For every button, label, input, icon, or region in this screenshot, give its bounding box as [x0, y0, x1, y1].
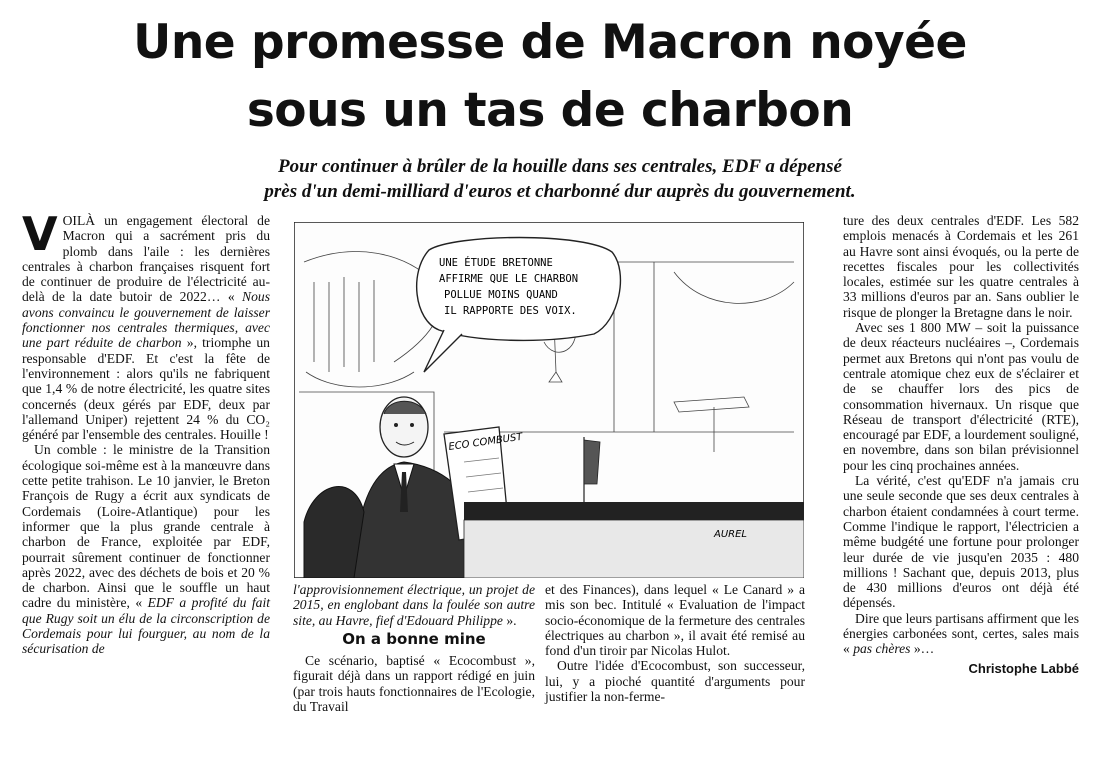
paragraph-text: ».: [502, 612, 517, 628]
article-paragraph: [843, 611, 1079, 657]
article-column-4: [843, 213, 1079, 676]
bubble-line-2: AFFIRME QUE LE CHARBON: [439, 273, 579, 285]
editorial-cartoon: [294, 222, 804, 578]
paragraph-text: Dire que leurs partisans affirment que les énergies carbonées sont, certes, sales mais «: [843, 610, 1079, 657]
headline-line-1: Une promesse de Macron noyée: [133, 15, 967, 70]
bubble-line-4: IL RAPPORTE DES VOIX.: [444, 305, 577, 317]
paper-label: ECO COMBUST: [447, 431, 524, 453]
article-paragraph: et des Finances), dans lequel « Le Canard » a mis son bec. Intitulé « Evaluation de l'impact socio-économique de la fermeture des centrales électriques au charbon », il avait été remisé au fond d'un tiroir par Nicolas Hulot.: [545, 582, 805, 659]
drop-cap: V: [22, 207, 58, 261]
quote-text: EDF a profité du fait que Rugy soit un élu de la circonscription de Cordemais pour lui fourguer, au nom de la sécurisation de: [22, 595, 270, 657]
paragraph-text: Un comble : le ministre de la Transition écologique soi-même est à la manœuvre dans cette petite trahison. Le 10 janvier, le Breton François de Rugy a écrit aux syndicats de Cordemais (Loire-Atlantique) pour les informer que la plus grande centrale à charbon de France, exploitée par EDF, pourrait sûrement continuer de fonctionner après 2022, avec des déchets de bois et 20 % de charbon. Ainsi que le souffle un haut cadre du ministère, «: [22, 442, 270, 611]
flag: [584, 440, 600, 484]
cartoonist-signature: AUREL: [714, 529, 747, 540]
article-column-3: [545, 582, 805, 704]
desk: [464, 502, 804, 520]
headline-line-2: sous un tas de charbon: [246, 83, 854, 138]
bubble-line-3: POLLUE MOINS QUAND: [444, 289, 558, 301]
deck-line-1: Pour continuer à brûler de la houille dans ses centrales, EDF a dépensé: [278, 156, 842, 177]
article-paragraph: La vérité, c'est qu'EDF n'a jamais cru une seule seconde que ses deux centrales à charbon étaient condamnées à court terme. Comme l'indique le rapport, l'électricien a même budgété une fortune pour prolonger leur durée de vie jusqu'en 2035 : 480 millions ! Sachant que, depuis 2013, plus de 430 millions d'euros ont déjà été dépensés.: [843, 473, 1079, 611]
article-paragraph: Avec ses 1 800 MW – soit la puissance de deux réacteurs nucléaires –, Cordemais permet aux Bretons qui n'ont pas voulu de centrale atomique chez eux de s'éclairer et de se chauffer lors des pics de consommation hivernaux. Un risque que Réseau de transport d'électricité (RTE), encouragé par EDF, a lourdement souligné, en novembre, dans son bilan prévisionnel pour les cinq prochaines années.: [843, 320, 1079, 473]
bubble-line-1: UNE ÉTUDE BRETONNE: [439, 257, 553, 269]
author-byline: Christophe Labbé: [968, 660, 1079, 676]
article-paragraph: [22, 207, 270, 443]
article-paragraph: ture des deux centrales d'EDF. Les 582 emplois menacés à Cordemais et les 261 au Havre sont ainsi évoqués, ou la perte de recettes fiscales pour les collectivités locales, estimée sur les quatre centrales à 33 millions d'euros par an. Sans oublier le risque de plonger la Bretagne dans le noir.: [843, 213, 1079, 320]
article-paragraph: Ce scénario, baptisé « Ecocombust », figurait déjà dans un rapport rédigé en juin (par trois hauts fonctionnaires de l'Ecologie, du Travail: [293, 653, 535, 715]
quote-text: pas chères: [853, 641, 911, 657]
article-column-2: [293, 582, 535, 714]
article-paragraph: [293, 582, 535, 628]
paragraph-text: OILÀ un engagement électoral de Macron qui a sacrément pris du plomb dans l'aile : les dernières centrales à charbon françaises risquent fort de continuer de produire de l'électricité au-delà de la date butoir de 2022… «: [22, 213, 270, 305]
article-paragraph: Outre l'idée d'Ecocombust, son successeur, lui, y a pioché quantité d'arguments pour justifier la non-ferme-: [545, 658, 805, 705]
article-paragraph: [22, 442, 270, 656]
deck-line-2: près d'un demi-milliard d'euros et charbonné dur auprès du gouvernement.: [264, 181, 856, 202]
paragraph-text: », triomphe un responsable d'EDF. Et c'est la fête de l'environnement : alors qu'ils ne fabriquent que 1,4 % de notre électricité, les quatre sites concernés (deux gérés par EDF, deux par l'allemand Uniper) rejettent 24 % du CO₂ généré par l'ensemble des centrales. Houille !: [22, 335, 270, 443]
paragraph-text: »…: [910, 641, 935, 657]
quote-text: Nous avons convaincu le gouvernement de laisser fonctionner nos centrales thermiques, avec une part réduite de charbon: [22, 289, 270, 351]
article-column-1: [22, 207, 270, 657]
section-subhead: On a bonne mine: [342, 629, 486, 648]
quote-text: l'approvisionnement électrique, un projet de 2015, en englobant dans la foulée son autre site, au Havre, fief d'Edouard Philippe: [293, 582, 535, 628]
